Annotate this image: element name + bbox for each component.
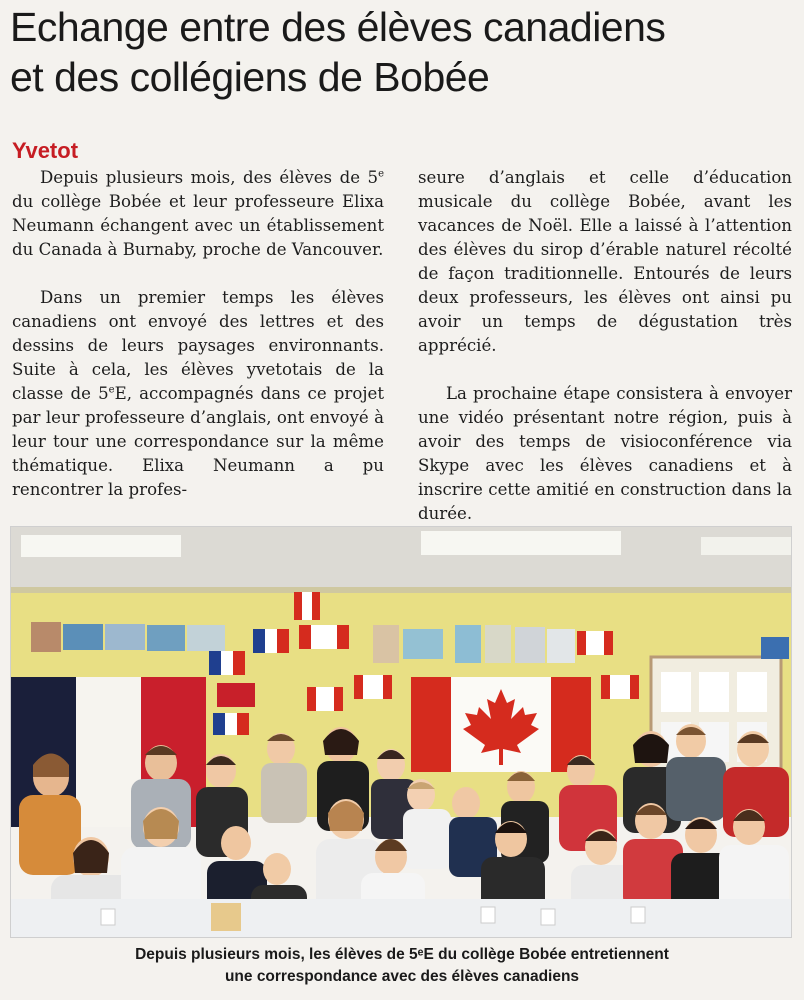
- photo-caption-line-2: une correspondance avec des élèves canadiens: [224, 968, 580, 985]
- photo-caption-line-1: Depuis plusieurs mois, les élèves de 5ᵉE du collège Bobée entretiennent: [135, 946, 669, 963]
- paragraph-1-text-b: du collège Bobée et leur professeure Elixa Neumann échangent avec un établissement du Canada à Burnaby, proche de Vancouver.: [12, 192, 384, 259]
- location-label: Yvetot: [12, 138, 79, 163]
- headline-line-2: et des collégiens de Bobée: [10, 54, 490, 100]
- paragraph-1-text-a: Depuis plusieurs mois, des élèves de 5: [40, 168, 379, 187]
- headline-line-1: Echange entre des élèves canadiens: [10, 4, 666, 50]
- paragraph-3: seure d’anglais et celle d’éducation musicale du collège Bobée, avant les vacances de Noël. Elle a laissé à l’attention des élèves du sirop d’érable naturel récolté de façon traditionnelle. Entourés de leurs deux professeurs, les élèves ont ainsi pu avoir un temps de dégustation très apprécié.: [418, 168, 792, 355]
- photo-caption: [0, 944, 804, 988]
- paragraph-1-sup: e: [378, 168, 384, 180]
- paragraph-1: [12, 166, 384, 262]
- paragraph-4: La prochaine étape consistera à envoyer une vidéo présentant notre région, puis à avoir des temps de visioconférence via Skype avec les élèves canadiens et à inscrire cette amitié en construction dans la durée.: [418, 384, 792, 523]
- paragraph-2: [12, 286, 384, 502]
- article-column-right: [418, 166, 792, 526]
- paragraph-2-sup: e: [108, 384, 115, 396]
- headline: [10, 2, 800, 102]
- class-photo: [10, 526, 792, 938]
- class-photo-illustration: [11, 527, 791, 937]
- article-column-left: [12, 166, 384, 502]
- paragraph-2-text-a: Dans un premier temps les élèves canadiens ont envoyé des lettres et des dessins de leurs paysages environnants. Suite à cela, les élèves yvetotais de la classe de 5: [12, 288, 384, 403]
- paragraph-2-text-b: E, accompagnés dans ce projet par leur professeure d’anglais, ont envoyé à leur tour une correspondance sur la même thématique. Elixa Neumann a pu rencontrer la profes-: [12, 384, 384, 499]
